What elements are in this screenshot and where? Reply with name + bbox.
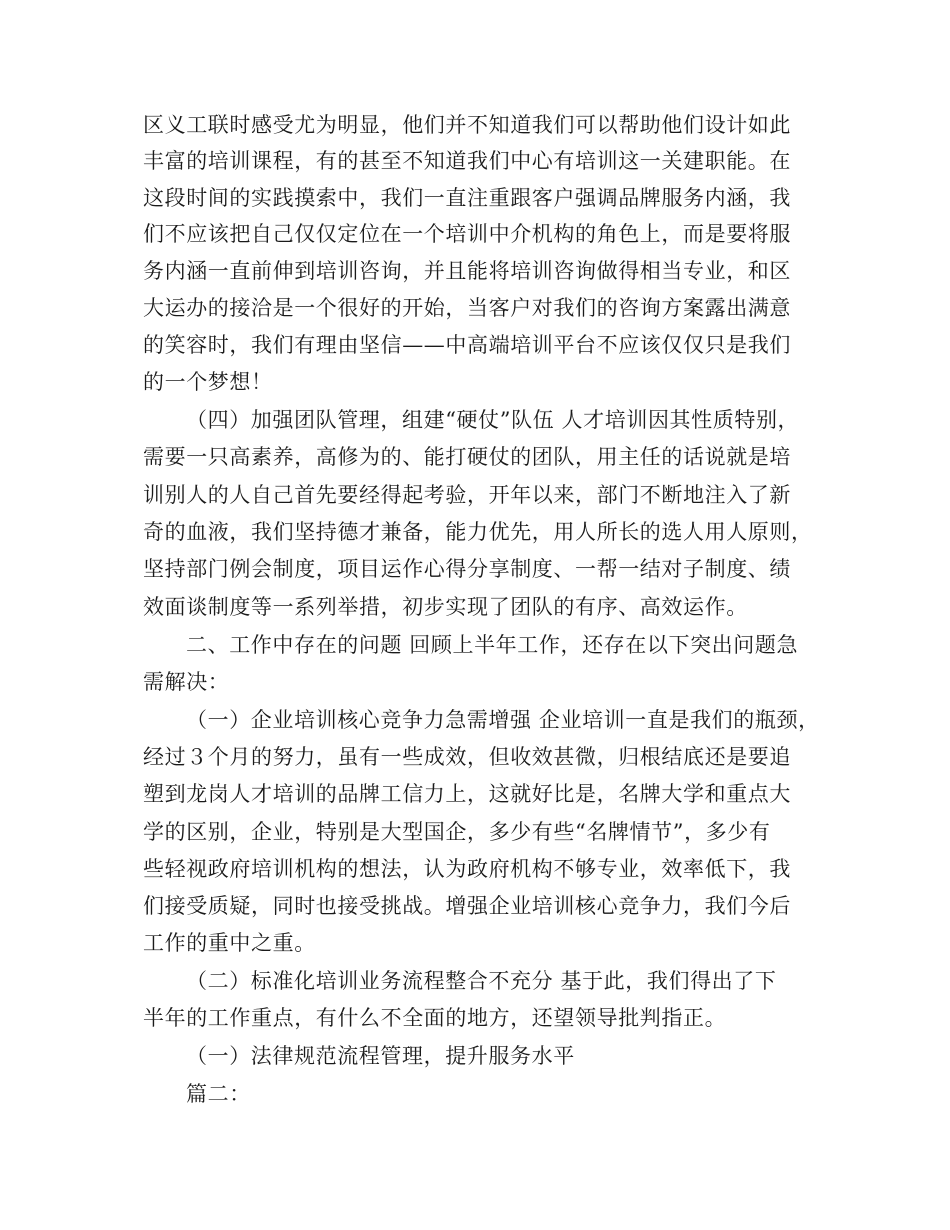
text-line: 这段时间的实践摸索中，我们一直注重跟客户强调品牌服务内涵，我 bbox=[143, 186, 791, 210]
text-line: 二、工作中存在的问题 回顾上半年工作，还存在以下突出问题急 bbox=[186, 633, 799, 657]
text-line: 些轻视政府培训机构的想法，认为政府机构不够专业，效率低下，我 bbox=[143, 857, 791, 881]
text-line: 篇二： bbox=[186, 1082, 251, 1106]
text-line: 经过３个月的努力，虽有一些成效，但收效甚微，归根结底还是要追 bbox=[143, 745, 791, 769]
text-line: （一）法律规范流程管理，提升服务水平 bbox=[186, 1044, 575, 1068]
text-line: 半年的工作重点，有什么不全面的地方，还望领导批判指正。 bbox=[143, 1006, 727, 1030]
text-line: （一）企业培训核心竞争力急需增强 企业培训一直是我们的瓶颈， bbox=[186, 708, 820, 732]
text-line: 的一个梦想！ bbox=[143, 370, 273, 394]
text-line: 需要一只高素养，高修为的、能打硬仗的团队，用主任的话说就是培 bbox=[143, 445, 791, 469]
text-line: 们不应该把自己仅仅定位在一个培训中介机构的角色上，而是要将服 bbox=[143, 222, 791, 246]
text-line: 效面谈制度等一系列举措，初步实现了团队的有序、高效运作。 bbox=[143, 595, 748, 619]
text-line: 丰富的培训课程，有的甚至不知道我们中心有培训这一关建职能。在 bbox=[143, 149, 791, 173]
text-line: 训别人的人自己首先要经得起考验，开年以来，部门不断地注入了新 bbox=[143, 483, 791, 507]
text-line: 学的区别，企业，特别是大型国企，多少有些“名牌情节”，多少有 bbox=[143, 820, 771, 844]
text-line: 需解决： bbox=[143, 670, 230, 694]
text-line: 工作的重中之重。 bbox=[143, 931, 316, 955]
text-line: 奇的血液，我们坚持德才兼备，能力优先，用人所长的选人用人原则， bbox=[143, 520, 813, 544]
text-line: 塑到龙岗人才培训的品牌工信力上，这就好比是，名牌大学和重点大 bbox=[143, 782, 791, 806]
text-line: 坚持部门例会制度，项目运作心得分享制度、一帮一结对子制度、绩 bbox=[143, 557, 791, 581]
text-line: 的笑容时，我们有理由坚信——中高端培训平台不应该仅仅只是我们 bbox=[143, 333, 791, 357]
text-line: 务内涵一直前伸到培训咨询，并且能将培训咨询做得相当专业，和区 bbox=[143, 259, 791, 283]
text-line: 区义工联时感受尤为明显，他们并不知道我们可以帮助他们设计如此 bbox=[143, 113, 791, 137]
text-line: （四）加强团队管理，组建“硬仗”队伍 人才培训因其性质特别， bbox=[186, 408, 800, 432]
text-line: 们接受质疑，同时也接受挑战。增强企业培训核心竞争力，我们今后 bbox=[143, 894, 791, 918]
text-line: 大运办的接洽是一个很好的开始，当客户对我们的咨询方案露出满意 bbox=[143, 296, 791, 320]
text-line: （二）标准化培训业务流程整合不充分 基于此，我们得出了下 bbox=[186, 969, 777, 993]
